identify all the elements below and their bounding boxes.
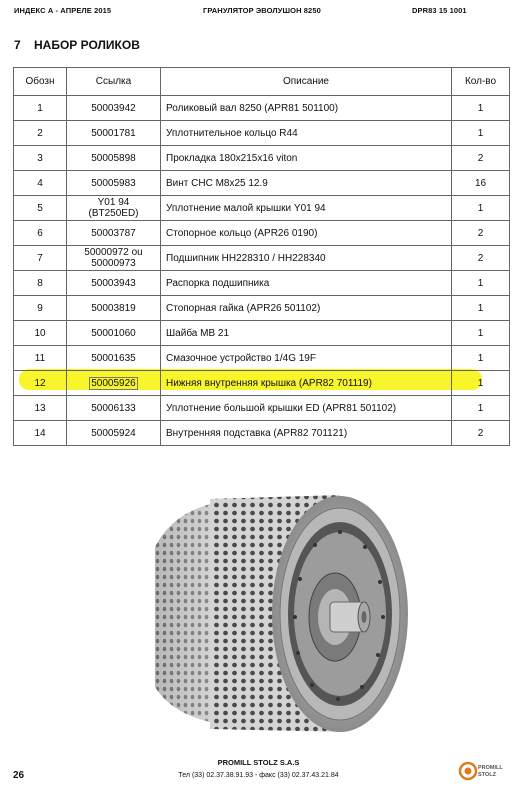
table-row [14,346,510,371]
page-number: 26 [13,770,25,781]
cell-desc [161,146,452,171]
cell-desc [161,221,452,246]
cell-desc-text: Уплотнительное кольцо R44 [166,127,298,139]
cell-ref-text: 50005924 [91,427,136,439]
cell-ref-text: 50003943 [91,277,136,289]
cell-qty-text: 1 [477,402,484,414]
cell-ref-text: 50001060 [91,327,136,339]
cell-ref [67,371,161,396]
cell-pos [14,96,67,121]
cell-pos [14,296,67,321]
cell-pos [14,171,67,196]
cell-ref-text: 50006133 [91,402,136,414]
cell-ref [67,246,161,271]
col-header-qty: Кол-во [452,68,510,96]
cell-pos-text: 6 [37,227,43,239]
cell-qty-text: 1 [477,102,484,114]
cell-desc [161,246,452,271]
header-index: ИНДЕКС А - АПРЕЛЕ 2015 [14,6,112,15]
cell-qty-text: 2 [477,252,484,264]
cell-qty-text: 16 [474,177,487,189]
cell-ref-text: 50003819 [91,302,136,314]
cell-desc-text: Уплотнение большой крышки ED (APR81 501102) [166,402,397,414]
cell-qty [452,171,510,196]
cell-desc [161,346,452,371]
table-row [14,246,510,271]
cell-ref [67,421,161,446]
cell-qty [452,271,510,296]
cell-desc [161,96,452,121]
cell-ref-text: 50005926 [91,377,136,389]
cell-pos-text: 1 [37,102,43,114]
footer-contact: Тел (33) 02.37.38.91.93 - факс (33) 02.37.43.21.84 [178,772,339,779]
cell-ref [67,296,161,321]
cell-pos-text: 7 [37,252,43,264]
cell-desc-text: Винт CHC M8x25 12.9 [166,177,268,189]
cell-desc-text: Прокладка 180x215x16 viton [166,152,298,164]
cell-qty-text: 2 [477,427,484,439]
company-logo [458,758,506,784]
cell-ref [67,146,161,171]
cell-pos-text: 10 [34,327,46,339]
cell-desc-text: Внутренняя подставка (APR82 701121) [166,427,348,439]
cell-ref-text: 50003942 [91,102,136,114]
cell-desc-text: Подшипник HH228310 / HH228340 [166,252,326,264]
cell-pos-text: 11 [34,352,46,364]
cell-pos-text: 14 [34,427,46,439]
col-header-ref: Ссылка [67,68,161,96]
cell-pos-text: 4 [37,177,43,189]
cell-pos-text: 9 [37,302,43,314]
cell-qty-text: 1 [477,377,484,389]
section-title: НАБОР РОЛИКОВ [34,38,140,52]
cell-pos [14,221,67,246]
cell-qty [452,296,510,321]
cell-qty [452,396,510,421]
section-number: 7 [14,38,21,52]
cell-ref [67,96,161,121]
table-row [14,271,510,296]
cell-desc-text: Стопорная гайка (APR26 501102) [166,302,321,314]
table-row [14,121,510,146]
table-row [14,396,510,421]
cell-ref-text: 50005983 [91,177,136,189]
cell-desc-text: Стопорное кольцо (APR26 0190) [166,227,318,239]
logo-text-2: STOLZ [478,772,496,778]
cell-qty [452,346,510,371]
cell-qty-text: 1 [477,302,484,314]
header-title: ГРАНУЛЯТОР ЭВОЛУШОН 8250 [203,6,321,15]
cell-desc [161,321,452,346]
cell-pos [14,321,67,346]
cell-desc [161,271,452,296]
cell-desc [161,396,452,421]
cell-ref [67,196,161,221]
cell-desc [161,196,452,221]
cell-desc [161,171,452,196]
cell-desc-text: Роликовый вал 8250 (APR81 501100) [166,102,339,114]
cell-pos-text: 13 [34,402,46,414]
table-row [14,146,510,171]
cell-pos [14,371,67,396]
cell-qty [452,371,510,396]
cell-ref [67,171,161,196]
table-header-row [14,68,510,96]
cell-pos-text: 3 [37,152,43,164]
cell-pos [14,421,67,446]
table-row [14,96,510,121]
table-row [14,421,510,446]
cell-qty-text: 1 [477,352,484,364]
cell-pos [14,246,67,271]
cell-pos-text: 2 [37,127,43,139]
cell-pos [14,396,67,421]
cell-desc-text: Уплотнение малой крышки Y01 94 [166,202,326,214]
cell-pos-text: 8 [37,277,43,289]
cell-ref [67,221,161,246]
cell-pos [14,271,67,296]
logo-text-1: PROMILL [478,765,503,771]
cell-desc [161,296,452,321]
cell-ref [67,271,161,296]
table-row [14,196,510,221]
roller-assembly-image [140,477,410,737]
cell-ref [67,121,161,146]
cell-qty-text: 1 [477,202,484,214]
cell-qty [452,221,510,246]
cell-ref-text: 50001635 [91,352,136,364]
cell-ref [67,396,161,421]
promill-logo-icon [458,758,506,784]
section-heading [14,38,140,52]
cell-qty-text: 1 [477,277,484,289]
cell-qty-text: 1 [477,127,484,139]
cell-desc [161,121,452,146]
table-row [14,221,510,246]
cell-ref-text: Y01 94 [97,197,130,208]
col-header-desc: Описание [161,68,452,96]
cell-pos [14,121,67,146]
parts-table [13,67,510,446]
cell-qty-text: 1 [477,327,484,339]
cell-ref [67,321,161,346]
cell-qty [452,96,510,121]
cell-qty-text: 2 [477,227,484,239]
table-row [14,296,510,321]
cell-ref-text: 50005898 [91,152,136,164]
cell-ref-text: 50001781 [91,127,136,139]
cell-qty [452,321,510,346]
cell-desc [161,421,452,446]
cell-pos [14,196,67,221]
cell-qty [452,146,510,171]
cell-qty [452,421,510,446]
cell-qty [452,121,510,146]
roller-assembly-render [140,477,410,737]
cell-ref-text: 50003787 [91,227,136,239]
cell-qty-text: 2 [477,152,484,164]
cell-desc-text: Шайба MB 21 [166,327,230,339]
cell-ref-line2: (BT250ED) [88,208,139,219]
cell-ref [67,346,161,371]
cell-desc [161,371,452,396]
cell-qty [452,196,510,221]
cell-pos-text: 5 [37,202,43,214]
table-row [14,321,510,346]
table-row [14,171,510,196]
footer-company: PROMILL STOLZ S.A.S [217,758,300,767]
cell-desc-text: Нижняя внутренняя крышка (APR82 701119) [166,377,372,389]
cell-qty [452,246,510,271]
cell-desc-text: Распорка подшипника [166,277,270,289]
cell-ref-text: 50000972 ou [84,247,143,258]
col-header-pos: Обозн [14,68,67,96]
cell-ref-line2: 50000973 [91,258,136,269]
table-row [14,371,510,396]
header-doc-code: DPR83 15 1001 [412,6,467,15]
cell-desc-text: Смазочное устройство 1/4G 19F [166,352,316,364]
cell-pos [14,146,67,171]
cell-pos [14,346,67,371]
cell-pos-text: 12 [34,377,46,389]
